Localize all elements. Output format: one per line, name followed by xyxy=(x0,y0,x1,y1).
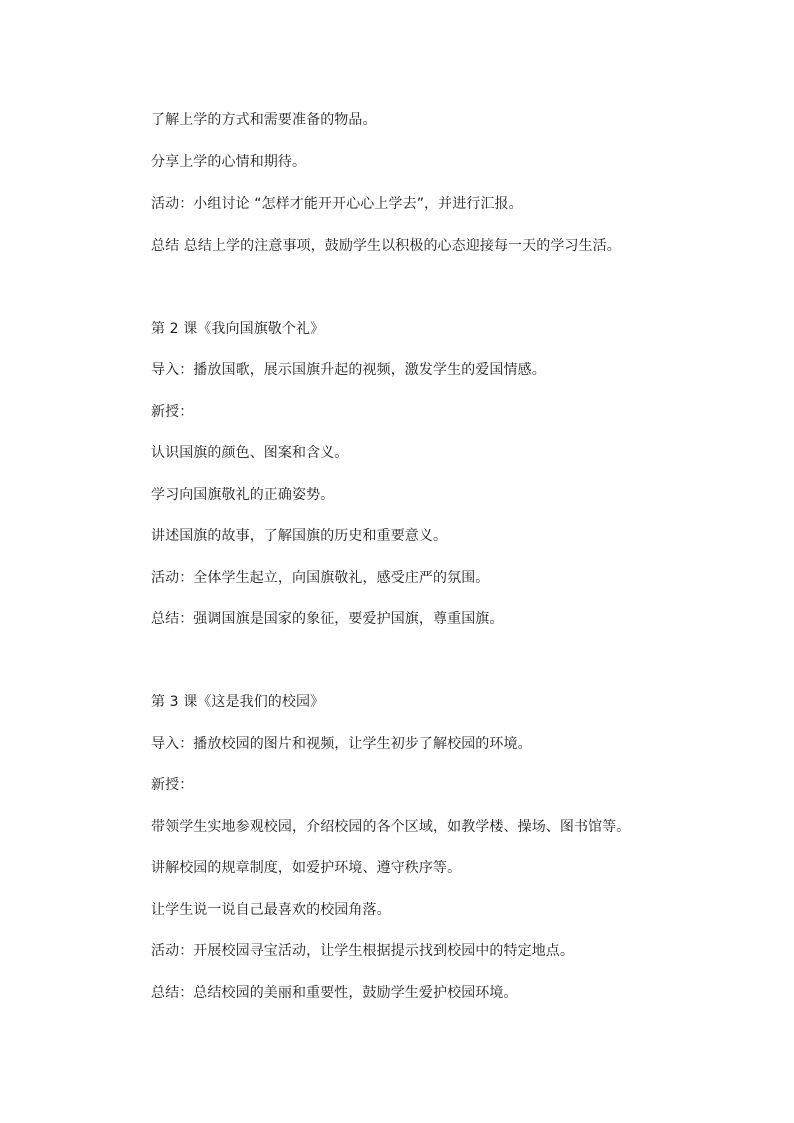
text-line-lesson-2-summary: 总结：强调国旗是国家的象征，要爱护国旗，尊重国旗。 xyxy=(151,611,504,627)
text-line-lesson-2-activity: 活动：全体学生起立，向国旗敬礼，感受庄严的氛围。 xyxy=(151,570,490,586)
text-line-lesson-3-intro: 导入：播放校园的图片和视频，让学生初步了解校园的环境。 xyxy=(151,736,532,752)
text-line-lesson-3-activity: 活动：开展校园寻宝活动，让学生根据提示找到校园中的特定地点。 xyxy=(151,943,574,959)
text-line-lesson-2-intro: 导入：播放国歌，展示国旗升起的视频，激发学生的爱国情感。 xyxy=(151,362,546,378)
text-line-lesson-3-new: 新授： xyxy=(151,777,194,793)
lesson-3-heading: 第 3 课《这是我们的校园》 xyxy=(151,694,325,710)
text-line-favorite-corner: 让学生说一说自己最喜欢的校园角落。 xyxy=(151,902,391,918)
text-line-flag-colors: 认识国旗的颜色、图案和含义。 xyxy=(151,445,349,461)
text-line-flag-story: 讲述国旗的故事，了解国旗的历史和重要意义。 xyxy=(151,528,448,544)
text-line-understand-school: 了解上学的方式和需要准备的物品。 xyxy=(151,112,377,128)
text-line-summary-1: 总结 总结上学的注意事项，鼓励学生以积极的心态迎接每一天的学习生活。 xyxy=(151,238,621,254)
text-line-lesson-3-summary: 总结：总结校园的美丽和重要性，鼓励学生爱护校园环境。 xyxy=(151,985,518,1001)
text-line-salute-posture: 学习向国旗敬礼的正确姿势。 xyxy=(151,487,335,503)
text-line-campus-rules: 讲解校园的规章制度，如爱护环境、遵守秩序等。 xyxy=(151,860,462,876)
lesson-2-heading: 第 2 课《我向国旗敬个礼》 xyxy=(151,321,325,337)
text-line-activity-1: 活动：小组讨论 “怎样才能开开心心上学去”，并进行汇报。 xyxy=(151,196,523,212)
text-line-campus-tour: 带领学生实地参观校园，介绍校园的各个区域，如教学楼、操场、图书馆等。 xyxy=(151,819,631,835)
text-line-share-feelings: 分享上学的心情和期待。 xyxy=(151,154,307,170)
text-line-lesson-2-new: 新授： xyxy=(151,404,194,420)
